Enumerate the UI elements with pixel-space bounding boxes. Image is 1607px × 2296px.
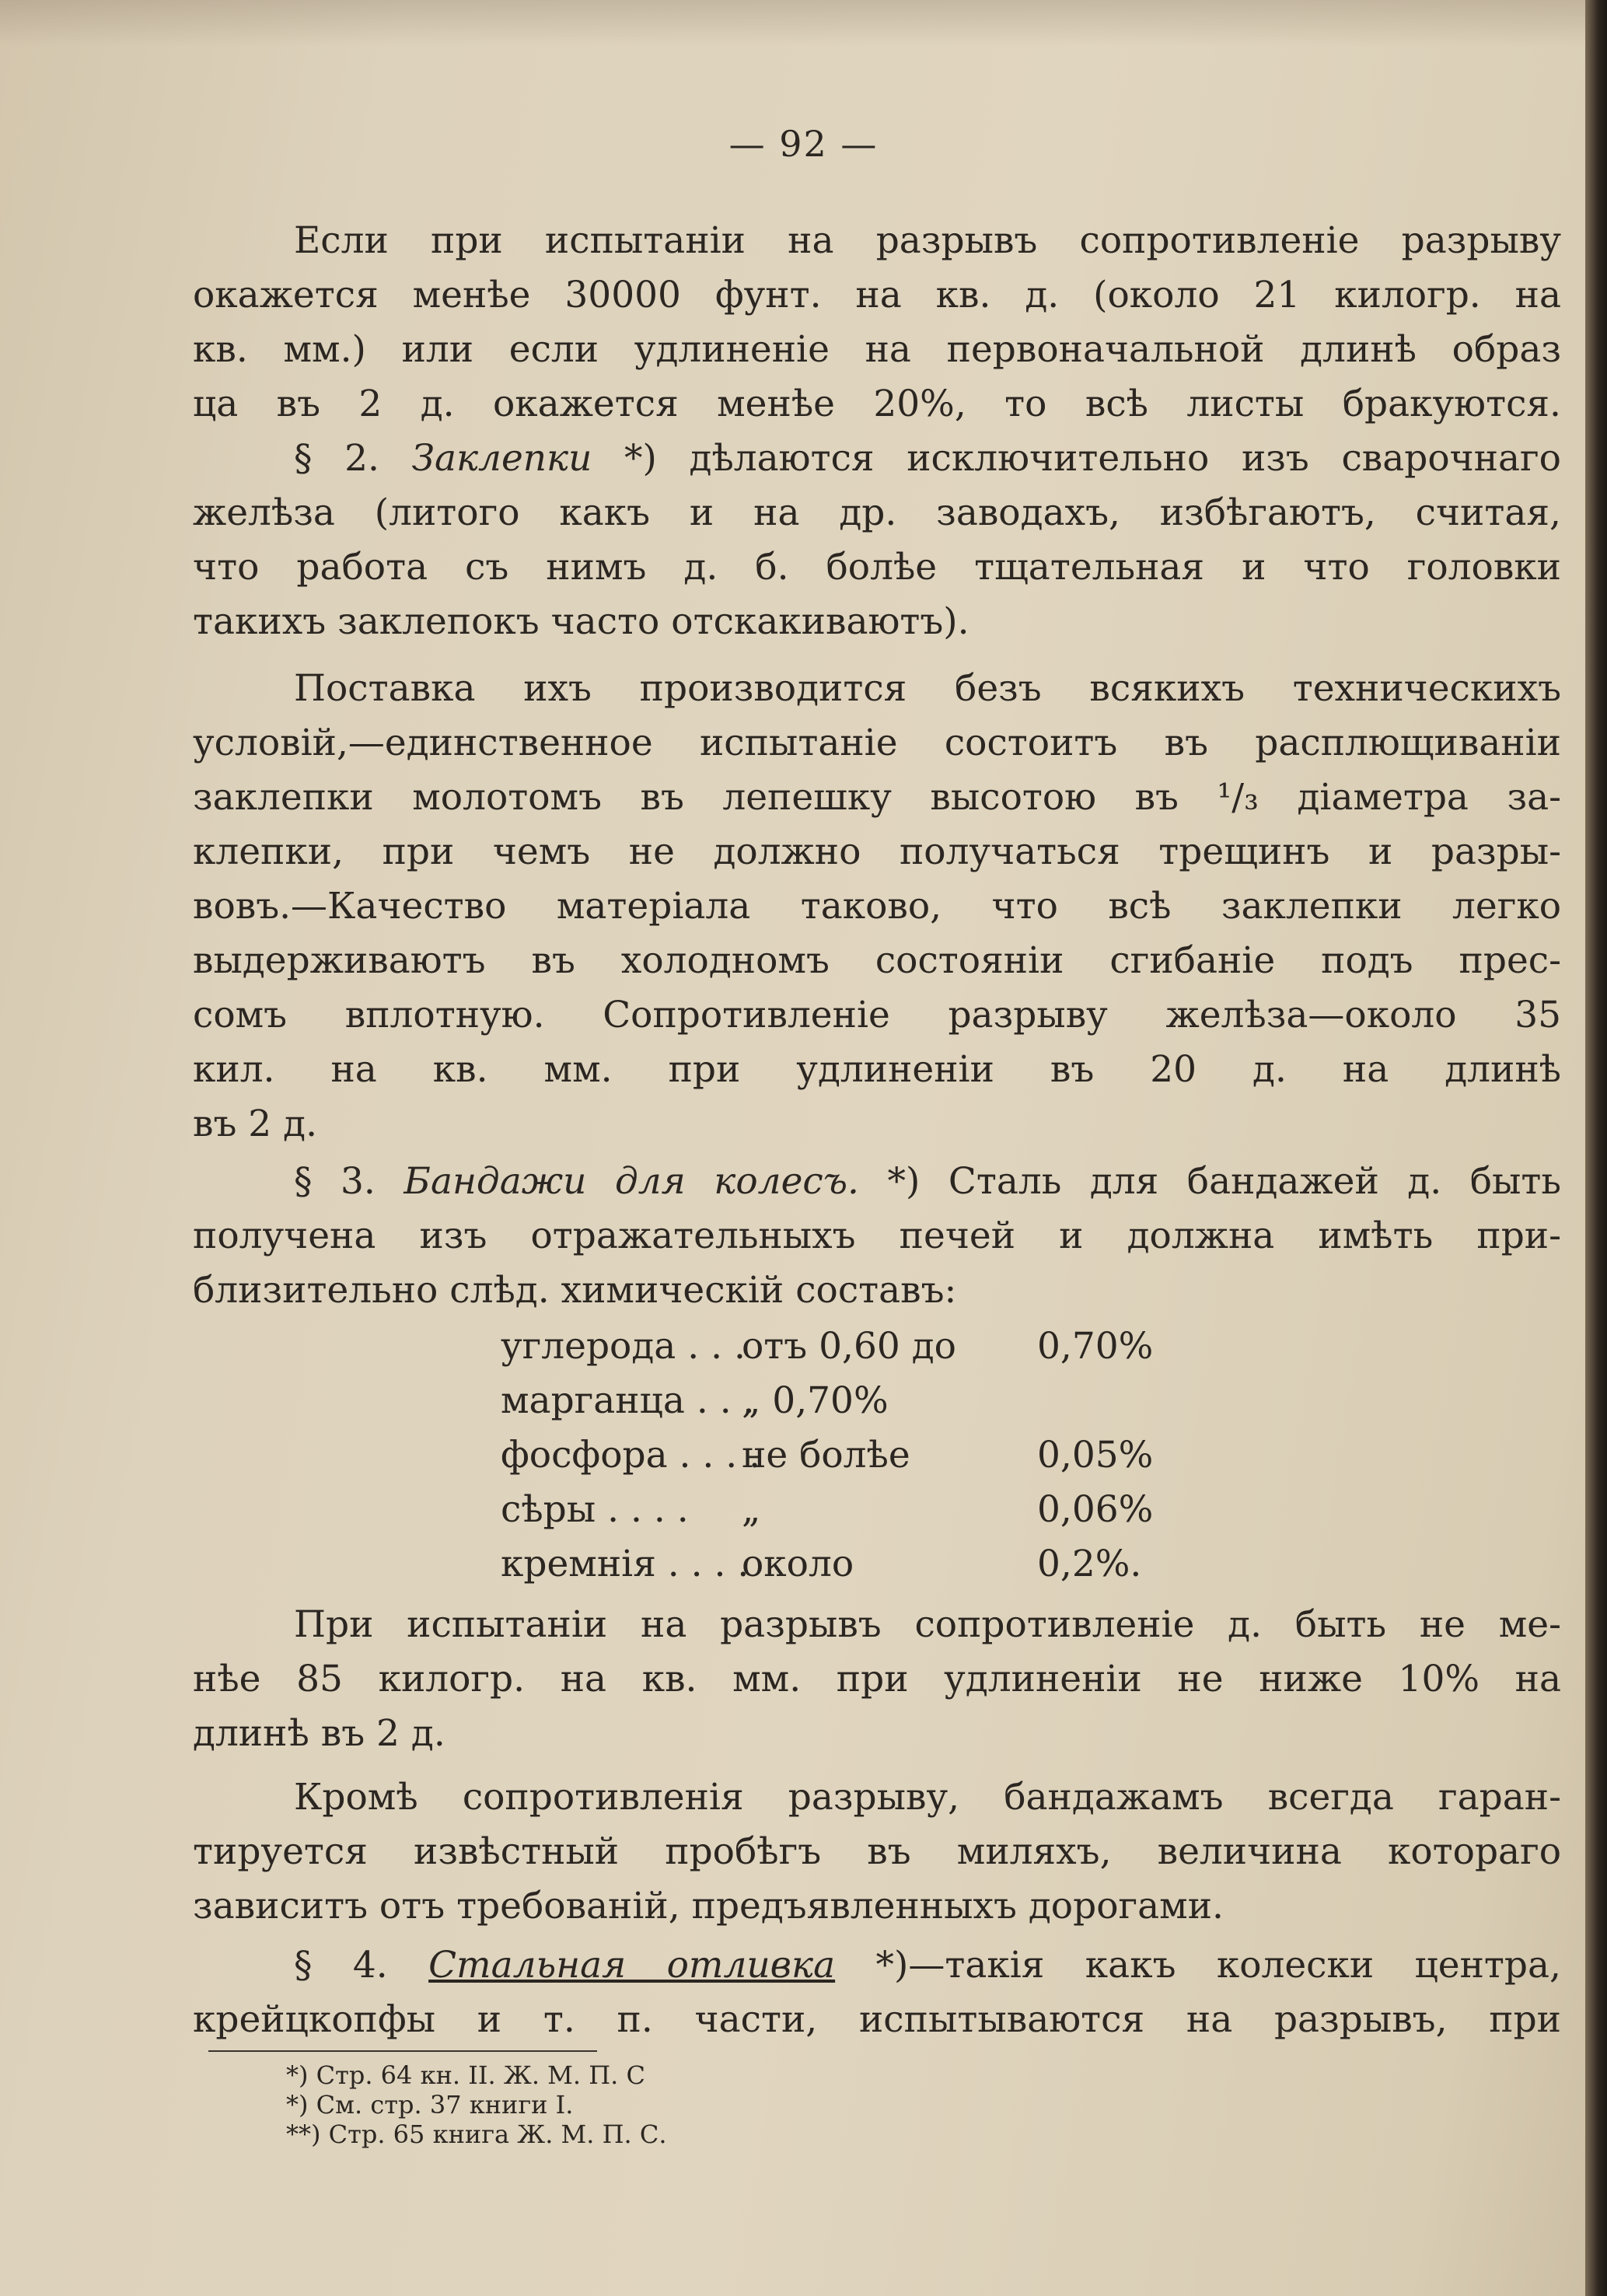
page-number: — 92 — [728, 123, 879, 165]
text-line: сомъ вплотную. Сопротивленіе разрыву желѣза—около 35 [193, 994, 1561, 1036]
text-line: ца въ 2 д. окажется менѣе 20%, то всѣ листы бракуются. [193, 383, 1561, 425]
text-line: зависитъ отъ требованій, предъявленныхъ дорогами. [193, 1885, 1224, 1927]
text-line: въ 2 д. [193, 1103, 318, 1145]
composition-row [501, 1378, 1208, 1424]
element-value: 0,70% [1037, 1325, 1154, 1368]
element-condition: „ [742, 1488, 761, 1531]
section-4-line [294, 1942, 1561, 1989]
element-name: углерода . . . [501, 1325, 746, 1368]
text-line: нѣе 85 килогр. на кв. мм. при удлиненіи не ниже 10% на [193, 1658, 1561, 1700]
text-line: кил. на кв. мм. при удлиненіи въ 20 д. на длинѣ [193, 1048, 1561, 1091]
composition-row [501, 1541, 1208, 1588]
element-name: кремнія . . . . [501, 1543, 749, 1585]
text-line: длинѣ въ 2 д. [193, 1712, 445, 1755]
text-line: Поставка ихъ производится безъ всякихъ техническихъ [294, 667, 1561, 710]
section-2-line [294, 435, 1561, 482]
text-line: близительно слѣд. химическій составъ: [193, 1269, 957, 1312]
composition-row [501, 1487, 1208, 1533]
element-name: сѣры . . . . [501, 1488, 689, 1531]
text-line: крейцкопфы и т. п. части, испытываются на разрывъ, при [193, 1998, 1561, 2041]
element-condition: „ 0,70% [742, 1379, 889, 1422]
section-number: § 2. [294, 437, 379, 480]
section-3-line [294, 1158, 1561, 1205]
text-line: получена изъ отражательныхъ печей и должна имѣть при- [193, 1214, 1561, 1257]
text-line: такихъ заклепокъ часто отскакиваютъ). [193, 600, 969, 643]
section-text: *) дѣлаются исключительно изъ сварочнаго [624, 437, 1561, 480]
page-top-shadow [0, 0, 1607, 47]
footnote-rule [208, 2050, 597, 2052]
text-line: клепки, при чемъ не должно получаться трещинъ и разры- [193, 830, 1561, 873]
text-line: условій,—единственное испытаніе состоитъ въ расплющиваніи [193, 722, 1561, 764]
text-line: выдерживаютъ въ холодномъ состояніи сгибаніе подъ прес- [193, 939, 1561, 982]
text-line: желѣза (литого какъ и на др. заводахъ, избѣгаютъ, считая, [193, 491, 1561, 534]
text-line: Если при испытаніи на разрывъ сопротивленіе разрыву [294, 219, 1561, 262]
footnote: **) Стр. 65 книга Ж. М. П. С. [286, 2120, 667, 2149]
book-spine [1585, 0, 1607, 2296]
element-condition: не болѣе [742, 1434, 910, 1476]
element-condition: около [742, 1543, 854, 1585]
section-title: Бандажи для колесъ. [403, 1160, 859, 1203]
element-condition: отъ 0,60 до [742, 1325, 956, 1368]
text-line: что работа съ нимъ д. б. болѣе тщательная и что головки [193, 546, 1561, 589]
text-line: При испытаніи на разрывъ сопротивленіе д. быть не ме- [294, 1603, 1561, 1646]
composition-row [501, 1323, 1208, 1370]
section-text: *) Сталь для бандажей д. быть [887, 1160, 1561, 1203]
text-line: тируется извѣстный пробѣгъ въ миляхъ, величина котораго [193, 1830, 1561, 1873]
footnote: *) Стр. 64 кн. II. Ж. М. П. С [286, 2060, 645, 2090]
element-name: фосфора . . . . [501, 1434, 761, 1476]
section-text: *)—такія какъ колески центра, [875, 1944, 1561, 1987]
text-line: Кромѣ сопротивленія разрыву, бандажамъ всегда гаран- [294, 1776, 1561, 1819]
element-value: 0,2%. [1037, 1543, 1142, 1585]
section-title: Стальная отливка [428, 1944, 836, 1987]
text-line: кв. мм.) или если удлиненіе на первоначальной длинѣ образ [193, 328, 1561, 371]
section-number: § 4. [294, 1944, 388, 1987]
section-title: Заклепки [411, 437, 592, 480]
text-line: вовъ.—Качество матеріала таково, что всѣ заклепки легко [193, 885, 1561, 928]
footnote: *) См. стр. 37 книги I. [286, 2090, 574, 2120]
text-line: окажется менѣе 30000 фунт. на кв. д. (около 21 килогр. на [193, 274, 1561, 316]
text-line: заклепки молотомъ въ лепешку высотою въ ¹/₃ діаметра за- [193, 776, 1561, 819]
element-name: марганца . . . [501, 1379, 755, 1422]
element-value: 0,06% [1037, 1488, 1154, 1531]
element-value: 0,05% [1037, 1434, 1154, 1476]
composition-row [501, 1432, 1208, 1479]
section-number: § 3. [294, 1160, 376, 1203]
